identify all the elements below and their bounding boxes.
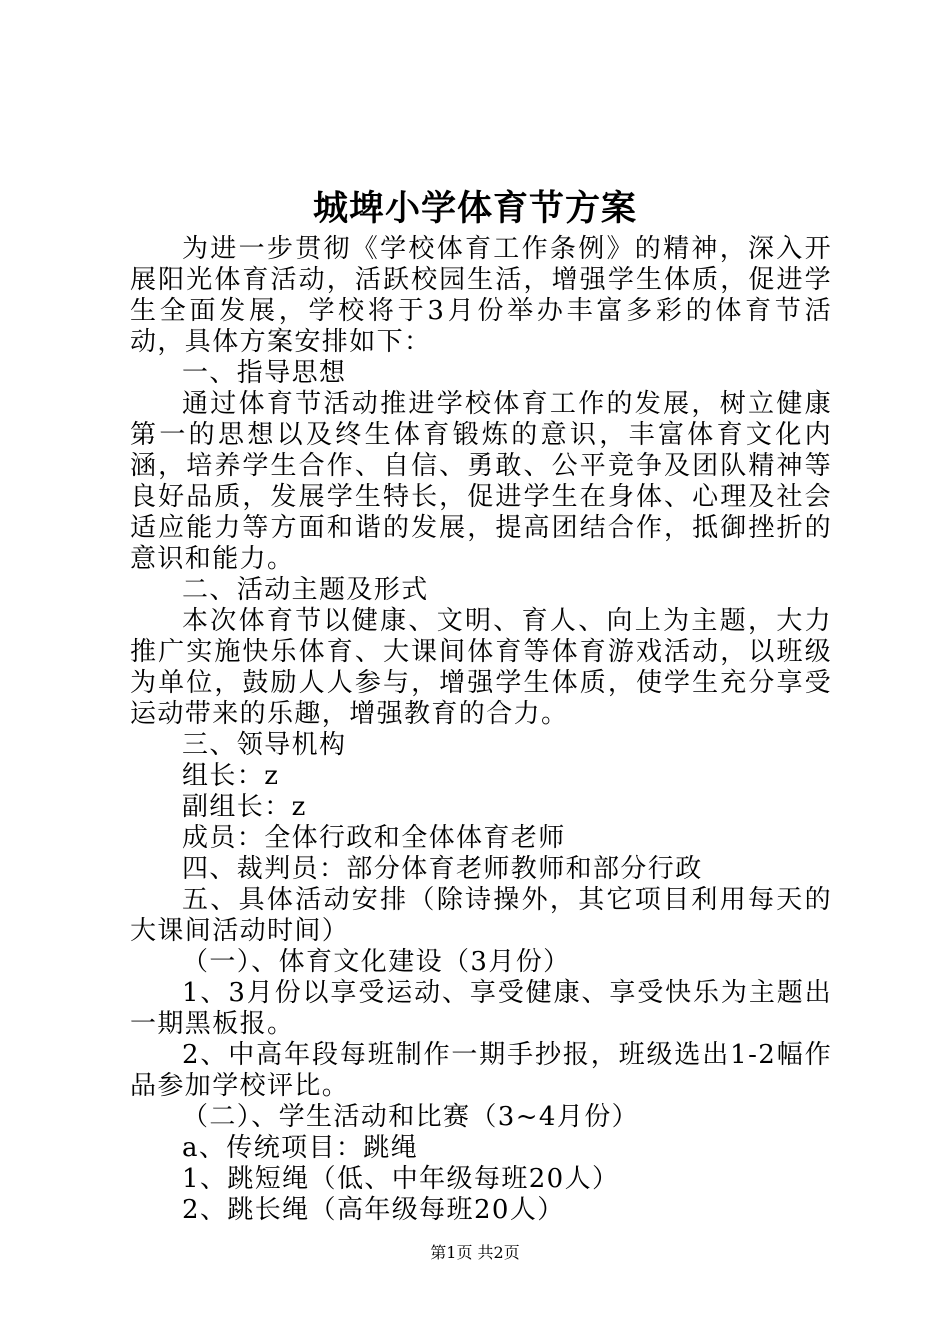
list-item: 1、跳短绳（低、中年级每班20人） <box>182 1164 620 1194</box>
list-item: 2、跳长绳（高年级每班20人） <box>182 1195 565 1225</box>
intro-paragraph: 为进一步贯彻《学校体育工作条例》的精神，深入开展阳光体育活动，活跃校园生活，增强学生体质，促进学生全面发展，学校将于3月份举办丰富多彩的体育节活动，具体方案安排如下： <box>130 234 832 357</box>
members-line: 成员：全体行政和全体体育老师 <box>182 823 566 853</box>
list-item: a、传统项目：跳绳 <box>182 1133 419 1163</box>
section-heading-referees: 四、裁判员：部分体育老师教师和部分行政 <box>182 854 703 884</box>
deputy-leader-line: 副组长：z <box>182 792 307 822</box>
section-heading-leadership: 三、领导机构 <box>182 730 347 760</box>
section-heading-theme-and-form: 二、活动主题及形式 <box>182 575 429 605</box>
page-number-footer: 第1页 共2页 <box>430 1243 520 1262</box>
document-body <box>130 234 832 1226</box>
section-heading-guiding-thought: 一、指导思想 <box>182 358 347 388</box>
list-item: 2、中高年段每班制作一期手抄报，班级选出1-2幅作品参加学校评比。 <box>130 1040 832 1101</box>
document-title: 城埤小学体育节方案 <box>312 188 637 229</box>
subsection-student-activities: （二）、学生活动和比赛（3~4月份） <box>182 1102 640 1132</box>
leader-line: 组长：z <box>182 761 280 791</box>
list-item: 1、3月份以享受运动、享受健康、享受快乐为主题出一期黑板报。 <box>130 978 832 1039</box>
section-heading-activity-schedule: 五、具体活动安排（除诗操外，其它项目利用每天的大课间活动时间） <box>130 885 832 946</box>
theme-and-form-paragraph: 本次体育节以健康、文明、育人、向上为主题，大力推广实施快乐体育、大课间体育等体育游戏活动，以班级为单位，鼓励人人参与，增强学生体质，使学生充分享受运动带来的乐趣，增强教育的合力。 <box>130 606 832 729</box>
subsection-sports-culture: （一）、体育文化建设（3月份） <box>182 947 571 977</box>
guiding-thought-paragraph: 通过体育节活动推进学校体育工作的发展，树立健康第一的思想以及终生体育锻炼的意识，丰富体育文化内涵，培养学生合作、自信、勇敢、公平竞争及团队精神等良好品质，发展学生特长，促进学生在身体、心理及社会适应能力等方面和谐的发展，提高团结合作，抵御挫折的意识和能力。 <box>130 389 832 574</box>
